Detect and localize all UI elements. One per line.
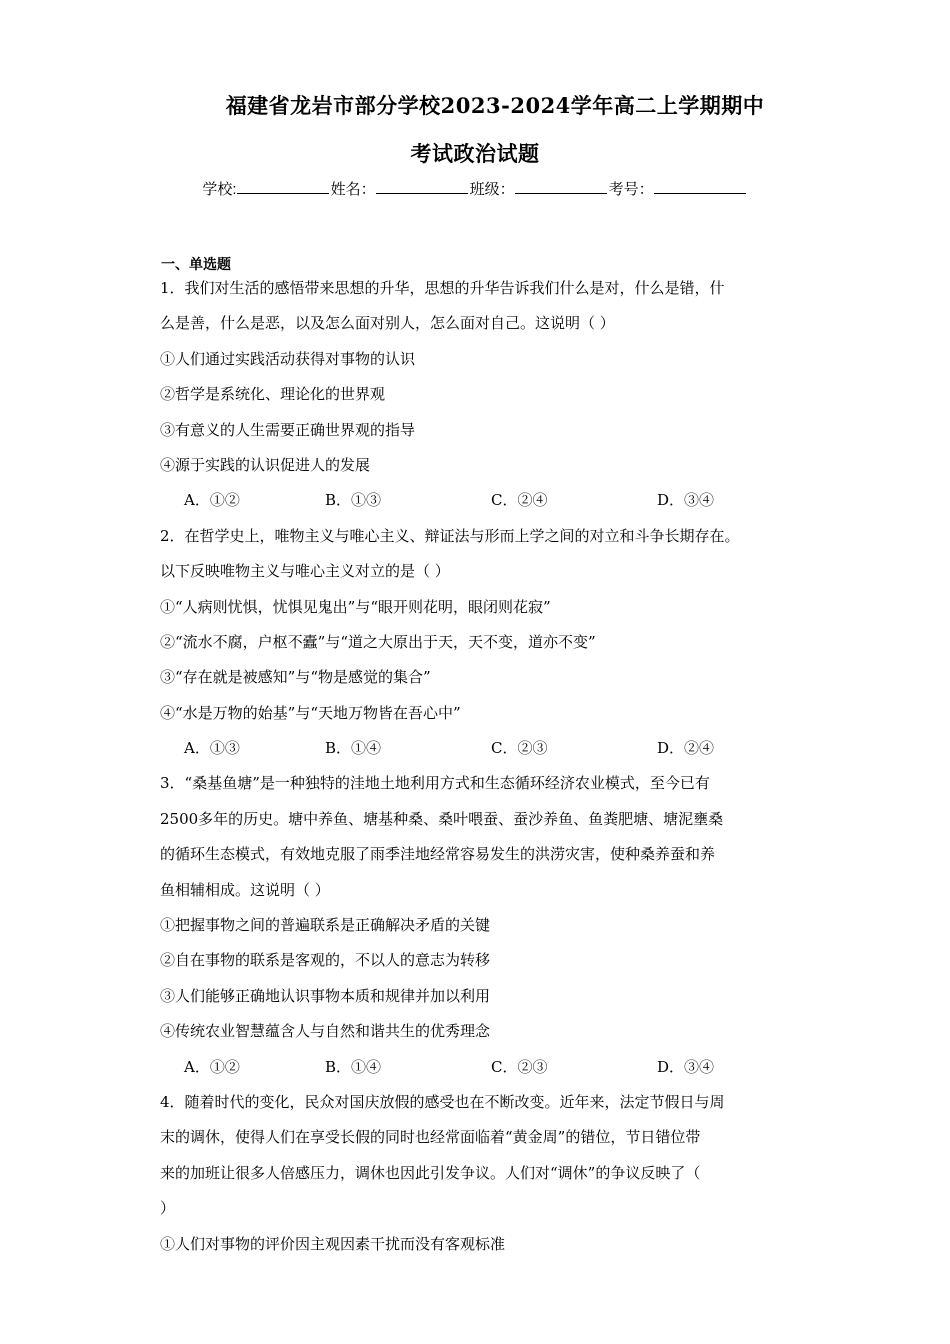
question-3 xyxy=(160,771,800,1090)
statement-item: ④源于实践的认识促进人的发展 xyxy=(160,455,371,474)
question-stem-line: 2．在哲学史上，唯物主义与唯心主义、辩证法与形而上学之间的对立和斗争长期存在。 xyxy=(160,526,740,545)
question-stem-line: 2500多年的历史。塘中养鱼、塘基种桑、桑叶喂蚕、蚕沙养鱼、鱼粪肥塘、塘泥壅桑 xyxy=(160,809,724,828)
answer-options xyxy=(160,736,800,771)
statement-item: ②自在事物的联系是客观的，不以人的意志为转移 xyxy=(160,951,491,970)
option-c[interactable]: C．②③ xyxy=(491,1057,548,1076)
number-blank[interactable] xyxy=(654,179,746,194)
question-list xyxy=(160,276,800,1267)
option-a[interactable]: A．①③ xyxy=(184,739,240,758)
answer-options xyxy=(160,1055,800,1090)
statement-item: ③人们能够正确地认识事物本质和规律并加以利用 xyxy=(160,986,491,1005)
question-stem-line: ） xyxy=(160,1199,176,1218)
class-blank[interactable] xyxy=(515,179,607,194)
option-a[interactable]: A．①② xyxy=(184,1057,240,1076)
school-blank[interactable] xyxy=(237,179,329,194)
name-blank[interactable] xyxy=(376,179,468,194)
option-a[interactable]: A．①② xyxy=(184,491,240,510)
statement-item: ①人们通过实践活动获得对事物的认识 xyxy=(160,349,416,368)
statement-item: ③有意义的人生需要正确世界观的指导 xyxy=(160,420,416,439)
statement-item: ②“流水不腐，户枢不蠹”与“道之大原出于天，天不变，道亦不变” xyxy=(160,632,596,651)
question-stem-line: 来的加班让很多人倍感压力，调休也因此引发争议。人们对“调休”的争议反映了（ xyxy=(160,1163,701,1182)
name-label: 姓名： xyxy=(330,181,376,198)
statement-item: ①人们对事物的评价因主观因素干扰而没有客观标准 xyxy=(160,1234,506,1253)
question-4 xyxy=(160,1090,800,1267)
option-d[interactable]: D．②④ xyxy=(657,739,715,758)
question-1 xyxy=(160,276,800,524)
question-stem-line: 1．我们对生活的感悟带来思想的升华，思想的升华告诉我们什么是对，什么是错，什 xyxy=(160,279,725,297)
option-b[interactable]: B．①④ xyxy=(325,739,382,758)
question-stem-line: 3．“桑基鱼塘”是一种独特的洼地土地利用方式和生态循环经济农业模式，至今已有 xyxy=(160,774,710,793)
statement-item: ④“水是万物的始基”与“天地万物皆在吾心中” xyxy=(160,703,461,722)
option-d[interactable]: D．③④ xyxy=(657,1057,715,1076)
answer-options xyxy=(160,488,800,523)
school-label: 学校: xyxy=(202,181,237,198)
option-b[interactable]: B．①③ xyxy=(325,491,382,510)
page-subtitle: 考试政治试题 xyxy=(410,141,540,166)
statement-item: ④传统农业智慧蕴含人与自然和谐共生的优秀理念 xyxy=(160,1022,491,1041)
option-c[interactable]: C．②④ xyxy=(491,491,548,510)
statement-item: ③“存在就是被感知”与“物是感觉的集合” xyxy=(160,668,431,687)
page-title: 福建省龙岩市部分学校2023-2024学年高二上学期期中 xyxy=(225,93,765,118)
option-b[interactable]: B．①④ xyxy=(325,1057,382,1076)
statement-item: ①把握事物之间的普遍联系是正确解决矛盾的关键 xyxy=(160,916,491,935)
section-title: 一、单选题 xyxy=(161,256,231,272)
class-label: 班级： xyxy=(469,181,515,198)
statement-item: ②哲学是系统化、理论化的世界观 xyxy=(160,385,386,404)
question-stem-line: 么是善，什么是恶，以及怎么面对别人，怎么面对自己。这说明（ ） xyxy=(160,314,615,333)
question-2 xyxy=(160,524,800,772)
question-stem-line: 鱼相辅相成。这说明（ ） xyxy=(160,880,330,899)
student-info-line xyxy=(0,178,950,199)
question-stem-line: 4．随着时代的变化，民众对国庆放假的感受也在不断改变。近年来，法定节假日与周 xyxy=(160,1092,725,1111)
question-stem-line: 末的调休，使得人们在享受长假的同时也经常面临着“黄金周”的错位，节日错位带 xyxy=(160,1128,701,1147)
question-stem-line: 的循环生态模式，有效地克服了雨季洼地经常容易发生的洪涝灾害，使种桑养蚕和养 xyxy=(160,845,716,864)
number-label: 考号： xyxy=(608,181,654,198)
question-stem-line: 以下反映唯物主义与唯心主义对立的是（ ） xyxy=(160,562,450,581)
statement-item: ①“人病则忧惧，忧惧见鬼出”与“眼开则花明，眼闭则花寂” xyxy=(160,597,551,616)
option-c[interactable]: C．②③ xyxy=(491,739,548,758)
option-d[interactable]: D．③④ xyxy=(657,491,715,510)
